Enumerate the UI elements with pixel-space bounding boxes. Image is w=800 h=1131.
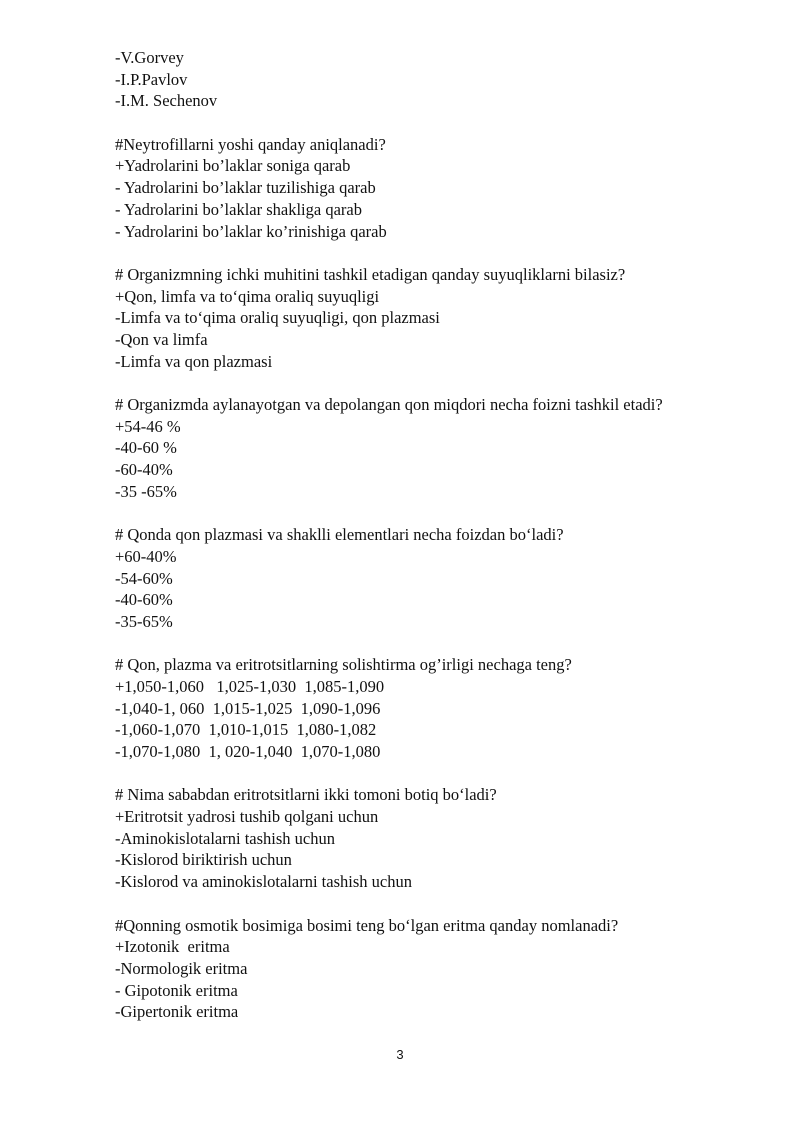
option-line: +1,050-1,060 1,025-1,030 1,085-1,090 (115, 676, 385, 696)
option-line: -35 -65% (115, 481, 177, 501)
question-block (115, 134, 775, 242)
option-line: -V.Gorvey (115, 48, 184, 67)
option-line: +Izotonik eritma (115, 937, 230, 957)
option-line: -Kislorod va aminokislotalarni tashish uchun (115, 872, 412, 892)
document-body (115, 47, 775, 1023)
question-text: # Organizmda aylanayotgan va depolangan qon miqdori necha foizni tashkil etadi? (115, 395, 663, 414)
blank-line (115, 502, 775, 524)
option-line: -40-60 % (115, 438, 177, 458)
question-block (115, 654, 775, 762)
option-line: -1,070-1,080 1, 020-1,040 1,070-1,080 (115, 742, 381, 761)
question-text: #Qonning osmotik bosimiga bosimi teng bo‘lgan eritma qanday nomlanadi? (115, 915, 619, 935)
option-line: -I.M. Sechenov (115, 91, 218, 111)
option-line: -35-65% (115, 611, 173, 631)
option-line: -Kislorod biriktirish uchun (115, 850, 292, 870)
option-line: -Normologik eritma (115, 958, 248, 978)
option-line: -1,060-1,070 1,010-1,015 1,080-1,082 (115, 720, 377, 740)
option-line: -60-40% (115, 460, 173, 480)
option-line: - Gipotonik eritma (115, 980, 238, 1000)
question-block (115, 264, 775, 372)
blank-line (115, 763, 775, 785)
option-line: -40-60% (115, 590, 173, 610)
option-line: -54-60% (115, 568, 173, 588)
question-text: #Neytrofillarni yoshi qanday aniqlanadi? (115, 134, 386, 154)
option-line: - Yadrolarini bo’laklar tuzilishiga qarab (115, 178, 376, 198)
previous-options (115, 47, 775, 112)
option-line: +Qon, limfa va to‘qima oraliq suyuqligi (115, 286, 380, 306)
question-block (115, 524, 775, 632)
option-line: -1,040-1, 060 1,015-1,025 1,090-1,096 (115, 698, 381, 718)
blank-line (115, 112, 775, 134)
question-text: # Qon, plazma va eritrotsitlarning solishtirma og’irligi nechaga teng? (115, 655, 572, 675)
option-line: -Gipertonik eritma (115, 1002, 239, 1022)
page-number: 3 (396, 1047, 404, 1062)
option-line: -Aminokislotalarni tashish uchun (115, 828, 335, 848)
question-block (115, 784, 775, 892)
blank-line (115, 633, 775, 655)
question-text: # Nima sababdan eritrotsitlarni ikki tomoni botiq bo‘ladi? (115, 785, 497, 805)
option-line: - Yadrolarini bo’laklar shakliga qarab (115, 199, 362, 219)
blank-line (115, 242, 775, 264)
question-text: # Qonda qon plazmasi va shaklli elementlari necha foizdan bo‘ladi? (115, 525, 564, 545)
option-line: -Qon va limfa (115, 329, 208, 349)
option-line: +54-46 % (115, 416, 181, 436)
option-line: -Limfa va to‘qima oraliq suyuqligi, qon plazmasi (115, 308, 440, 328)
option-line: +Eritrotsit yadrosi tushib qolgani uchun (115, 807, 379, 827)
question-block (115, 394, 775, 502)
option-line: +60-40% (115, 546, 177, 566)
question-block (115, 915, 775, 1023)
option-line: -Limfa va qon plazmasi (115, 351, 273, 371)
option-line: -I.P.Pavlov (115, 69, 188, 89)
option-line: - Yadrolarini bo’laklar ko’rinishiga qarab (115, 221, 387, 241)
question-text: # Organizmning ichki muhitini tashkil etadigan qanday suyuqliklarni bilasiz? (115, 264, 626, 284)
blank-line (115, 372, 775, 394)
option-line: +Yadrolarini bo’laklar soniga qarab (115, 156, 351, 176)
blank-line (115, 893, 775, 915)
